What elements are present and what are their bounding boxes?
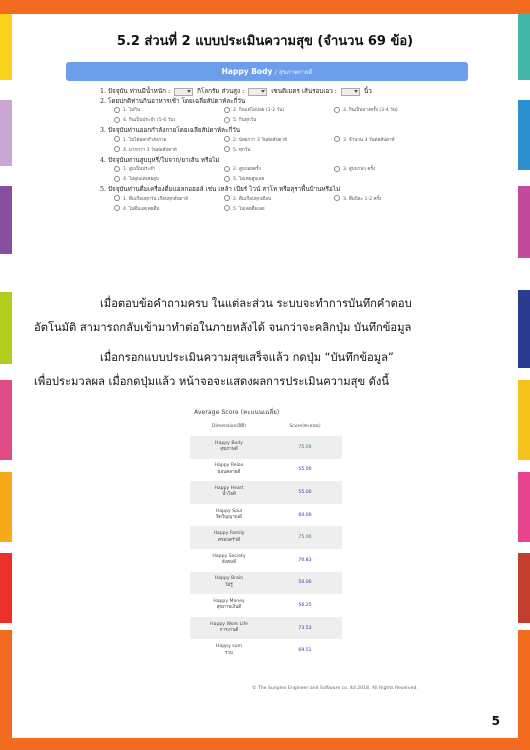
q5-option[interactable]: 4. ไม่ดื่มแต่เคยดื่ม (114, 205, 224, 215)
weight-select[interactable] (174, 88, 193, 96)
dimension-cell (190, 531, 268, 544)
page-number: 5 (491, 714, 500, 728)
table-row (190, 549, 342, 572)
q5-options (100, 195, 468, 215)
radio-icon[interactable] (114, 136, 120, 142)
dimension-cell (190, 599, 268, 612)
score-cell: 55.00 (298, 467, 312, 473)
dimension-th: น้ำใจดี (222, 492, 236, 498)
dimension-en: Happy Body (215, 440, 243, 446)
dimension-cell (190, 576, 268, 589)
q2-option[interactable]: 3. กินเป็นบางครั้ง (3-4 วัน) (334, 106, 444, 116)
q3-option[interactable]: 4. มากกว่า 3 วันต่อสัปดาห์ (114, 146, 224, 156)
score-cell: 60.00 (298, 512, 312, 518)
radio-icon[interactable] (114, 205, 120, 211)
paragraph-line: เพื่อประมวลผล เมื่อกดปุ่มแล้ว หน้าจอจะแสดงผลการประเมินความสุข ดังนี้ (34, 375, 390, 388)
dimension-en: Happy Society (212, 553, 246, 559)
form-header-subtitle: / สุขภาพกายดี (274, 69, 313, 76)
dimension-en: Happy Brain (214, 576, 244, 582)
form-body (66, 81, 468, 215)
q4-option[interactable]: 1. สูบเป็นประจำ (114, 165, 224, 175)
left-tab (0, 553, 12, 623)
paragraph-submit (34, 346, 504, 394)
radio-icon[interactable] (334, 166, 340, 172)
table-row (190, 639, 342, 662)
score-cell: 75.00 (298, 444, 312, 450)
radio-icon[interactable] (224, 166, 230, 172)
radio-icon[interactable] (334, 195, 340, 201)
radio-icon[interactable] (114, 195, 120, 201)
q2-option[interactable]: 2. กินแต่ไม่บ่อย (1-2 วัน) (224, 106, 334, 116)
form-header (66, 62, 468, 81)
right-tab (518, 186, 530, 258)
radio-icon[interactable] (224, 176, 230, 182)
table-row (190, 481, 342, 504)
dimension-cell (190, 441, 268, 454)
right-tab (518, 290, 530, 368)
right-tab (518, 472, 530, 542)
q3-option[interactable]: 3. จำนวน 3 วันต่อสัปดาห์ (334, 136, 444, 146)
dimension-th: รวม (224, 650, 234, 656)
section-title: 5.2 ส่วนที่ 2 แบบประเมินความสุข (จำนวน 69 ข้อ) (116, 34, 414, 49)
q3-option[interactable]: 5. ทุกวัน (224, 146, 334, 156)
table-row (190, 526, 342, 549)
left-tab (0, 292, 12, 364)
table-row (190, 436, 342, 459)
radio-icon[interactable] (114, 146, 120, 152)
dimension-th: ผ่อนคลายดี (217, 469, 241, 475)
happy-body-form (66, 62, 468, 276)
bottom-border (0, 738, 530, 750)
score-cell: 69.51 (298, 648, 312, 654)
results-title: Average Score (คะแนนเฉลี่ย) (194, 409, 280, 416)
dimension-th: ครอบครัวดี (217, 537, 241, 543)
score-column-header: Score(คะแนน) (289, 424, 321, 429)
radio-icon[interactable] (114, 176, 120, 182)
dimension-cell (190, 554, 268, 567)
q4-option[interactable]: 2. สูบบ่อยครั้ง (224, 165, 334, 175)
score-cell: 50.00 (298, 580, 312, 586)
results-table (190, 418, 342, 662)
radio-icon[interactable] (224, 146, 230, 152)
radio-icon[interactable] (224, 117, 230, 123)
question-4: 4. ปัจจุบันท่านสูบบุหรี่/ใบจาก/ยาเส้น หรือไม่ (100, 156, 220, 164)
table-row (190, 504, 342, 527)
results-rows (190, 436, 342, 662)
dimension-en: Happy Soul (215, 508, 243, 514)
score-cell: 75.00 (298, 535, 312, 541)
radio-icon[interactable] (224, 195, 230, 201)
dimension-th: การงานดี (219, 628, 239, 634)
q3-options (100, 136, 468, 156)
table-row (190, 594, 342, 617)
radio-icon[interactable] (114, 117, 120, 123)
dimension-en: Happy Relax (214, 463, 244, 469)
dimension-en: Happy Family (213, 531, 245, 537)
right-tab (518, 100, 530, 170)
q2-option[interactable]: 1. ไม่กิน (114, 106, 224, 116)
form-header-title: Happy Body (221, 67, 273, 76)
dimension-th: ใฝ่รู้ (225, 582, 233, 588)
paragraph-auto-save (34, 292, 504, 340)
q3-option[interactable]: 1. ไม่ได้ออกกำลังกาย (114, 136, 224, 146)
dimension-en: Happy Work Life (210, 621, 248, 627)
right-tab (518, 630, 530, 738)
waist-select[interactable] (341, 88, 360, 96)
question-1 (100, 87, 468, 97)
q5-option[interactable]: 3. ดื่มปีละ 1-2 ครั้ง (334, 195, 444, 205)
left-tab (0, 100, 12, 166)
score-cell: 56.25 (298, 602, 312, 608)
dimension-cell (190, 622, 268, 635)
q2-options (100, 106, 468, 126)
dimension-en: Happy Money (213, 598, 245, 604)
dimension-cell (190, 486, 268, 499)
paragraph-line: เมื่อตอบข้อคำถามครบ ในแต่ละส่วน ระบบจะทำการบันทึกคำตอบ (100, 297, 412, 310)
left-tab (0, 472, 12, 542)
radio-icon[interactable] (114, 166, 120, 172)
q1-weight-unit: กิโลกรัม ส่วนสูง : (197, 88, 245, 95)
radio-icon[interactable] (224, 136, 230, 142)
radio-icon[interactable] (224, 107, 230, 113)
q1-waist-unit: นิ้ว (363, 88, 372, 95)
q1-height-unit: เซนติเมตร เส้นรอบเอว : (271, 88, 337, 95)
q5-option[interactable]: 1. ดื่มเกือบทุกวัน เกือบทุกสัปดาห์ (114, 195, 224, 205)
score-cell: 70.83 (298, 557, 312, 563)
table-row (190, 459, 342, 482)
q2-option[interactable]: 5. กินทุกวัน (224, 116, 334, 126)
right-tab (518, 380, 530, 460)
score-cell: 73.53 (298, 625, 312, 631)
copyright-note: © The Sunplex Engineer and Software co. ltd 2018. All Rights Reserved. (252, 686, 418, 691)
q3-option[interactable]: 2. น้อยกว่า 3 วันต่อสัปดาห์ (224, 136, 334, 146)
radio-icon[interactable] (334, 136, 340, 142)
top-border (0, 0, 530, 14)
q4-options (100, 165, 468, 185)
dimension-cell (190, 644, 268, 657)
left-tab (0, 380, 12, 460)
paragraph-line: อัตโนมัติ สามารถกลับเข้ามาทำต่อในภายหลังได้ จนกว่าจะคลิกปุ่ม บันทึกข้อมูล (34, 321, 412, 334)
dimension-th: สุขภาพเงินดี (216, 605, 242, 611)
q1-prefix: 1. ปัจจุบัน ท่านมีน้ำหนัก : (100, 88, 171, 95)
table-row (190, 617, 342, 640)
paragraph-line: เมื่อกรอกแบบประเมินความสุขเสร็จแล้ว กดปุ่ม “บันทึกข้อมูล” (100, 351, 394, 364)
dimension-column-header: Dimension(มิติ) (211, 424, 246, 429)
dimension-th: จิตวิญญาณดี (216, 515, 242, 521)
left-tab (0, 186, 12, 254)
dimension-en: Happy Heart (214, 485, 244, 491)
dimension-cell (190, 509, 268, 522)
q4-option[interactable]: 3. สูบนานๆ ครั้ง (334, 165, 444, 175)
results-header-row (190, 418, 342, 436)
dimension-th: สังคมดี (221, 560, 237, 566)
table-row (190, 572, 342, 595)
dimension-th: สุขภาพดี (220, 447, 238, 453)
q2-option[interactable]: 4. กินเป็นประจำ (5-6 วัน) (114, 116, 224, 126)
radio-icon[interactable] (224, 205, 230, 211)
question-5: 5. ปัจจุบันท่านดื่มเครื่องดื่มแอลกอฮอล์ เช่น เหล้า เบียร์ ไวน์ สาโท หรือสุราพื้นบ้านหรือไม่ (100, 186, 341, 193)
q4-option[interactable]: 4. ไม่สูบแต่เคยสูบ (114, 175, 224, 185)
question-2: 2. โดยปกติท่านกินอาหารเช้า โดยเฉลี่ยสัปดาห์ละกี่วัน (100, 97, 246, 105)
q4-option[interactable]: 5. ไม่เคยสูบเลย (224, 175, 334, 185)
q5-option[interactable]: 2. ดื่มเกือบทุกเดือน (224, 195, 334, 205)
question-3: 3. ปัจจุบันท่านออกกำลังกายโดยเฉลี่ยสัปดาห์ละกี่วัน (100, 127, 241, 134)
q5-option[interactable]: 5. ไม่เคยดื่มเลย (224, 205, 334, 215)
right-tab (518, 553, 530, 623)
height-select[interactable] (248, 88, 267, 96)
radio-icon[interactable] (114, 107, 120, 113)
radio-icon[interactable] (334, 107, 340, 113)
dimension-cell (190, 463, 268, 476)
score-cell: 55.00 (298, 489, 312, 495)
left-tab (0, 630, 12, 738)
dimension-en: Happy sum (215, 644, 243, 650)
